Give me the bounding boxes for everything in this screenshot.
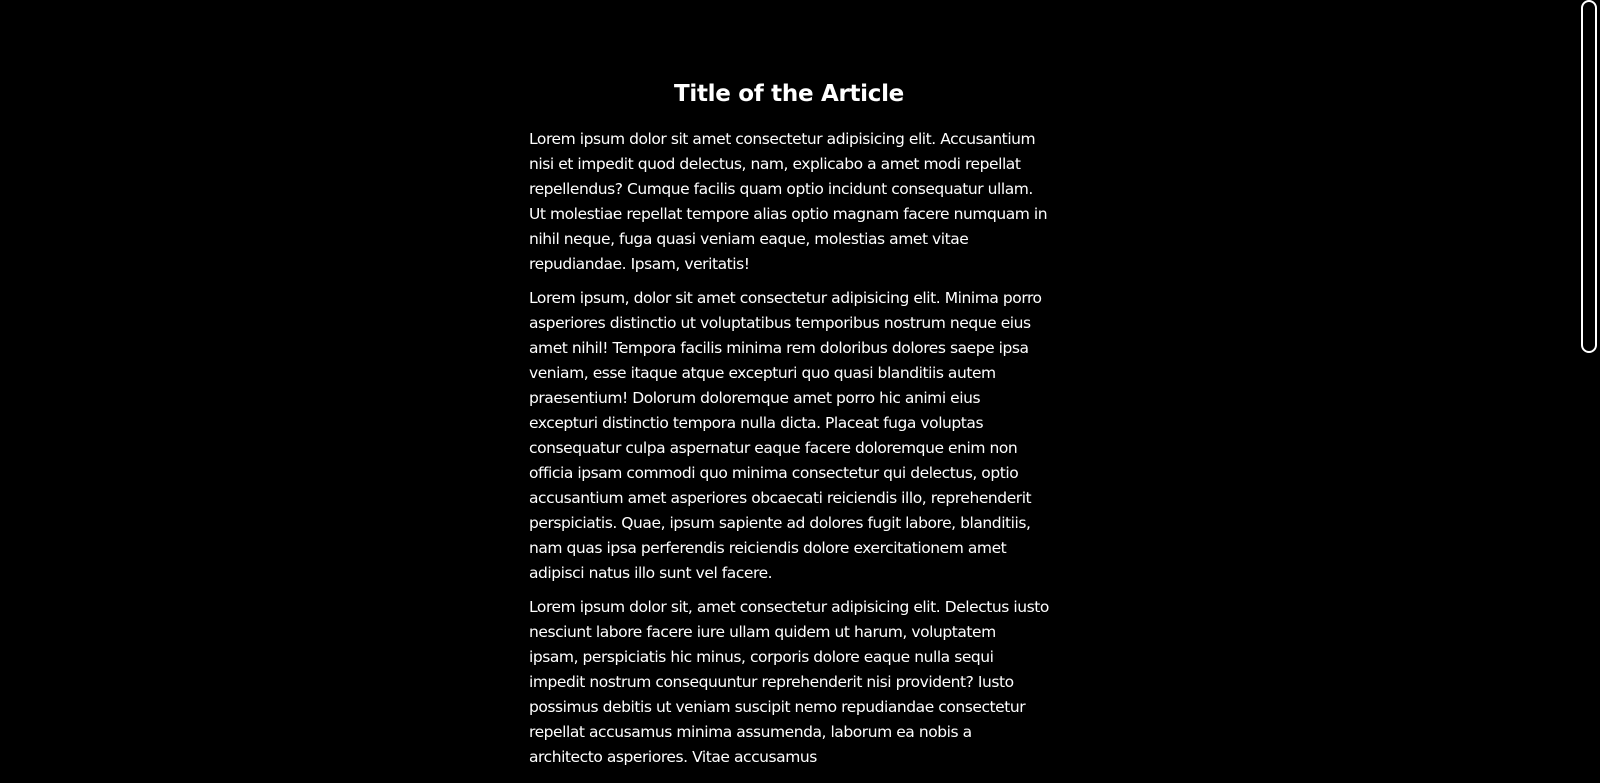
article-title: Title of the Article bbox=[674, 81, 904, 107]
article-paragraph-3: Lorem ipsum dolor sit, amet consectetur adipisicing elit. Delectus iusto nesciunt labore facere iure ullam quidem ut harum, voluptatem ipsam, perspiciatis hic minus, corporis dolore eaque nulla sequi impedit nostrum consequuntur reprehenderit nisi provident? Iusto possimus debitis ut veniam suscipit nemo repudiandae consectetur repellat accusamus minima assumenda, laborum ea nobis a architecto asperiores. Vitae accusamus bbox=[529, 598, 1049, 766]
article-paragraph-1: Lorem ipsum dolor sit amet consectetur adipisicing elit. Accusantium nisi et impedit quod delectus, nam, explicabo a amet modi repellat repellendus? Cumque facilis quam optio incidunt consequatur ullam. Ut molestiae repellat tempore alias optio magnam facere numquam in nihil neque, fuga quasi veniam eaque, molestias amet vitae repudiandae. Ipsam, veritatis! bbox=[529, 130, 1048, 273]
article-paragraph-2: Lorem ipsum, dolor sit amet consectetur adipisicing elit. Minima porro asperiores distinctio ut voluptatibus temporibus nostrum neque eius amet nihil! Tempora facilis minima rem doloribus dolores saepe ipsa veniam, esse itaque atque excepturi quo quasi blanditiis autem praesentium! Dolorum doloremque amet porro hic animi eius excepturi distinctio tempora nulla dicta. Placeat fuga voluptas consequatur culpa aspernatur eaque facere doloremque enim non officia ipsam commodi quo minima consectetur qui delectus, optio accusantium amet asperiores obcaecati reiciendis illo, reprehenderit perspiciatis. Quae, ipsum sapiente ad dolores fugit labore, blanditiis, nam quas ipsa perferendis reiciendis dolore exercitationem amet adipisci natus illo sunt vel facere. bbox=[529, 289, 1042, 582]
scrollbar-thumb[interactable] bbox=[1581, 0, 1597, 353]
vertical-scrollbar[interactable] bbox=[1580, 0, 1600, 783]
article bbox=[529, 76, 1049, 779]
